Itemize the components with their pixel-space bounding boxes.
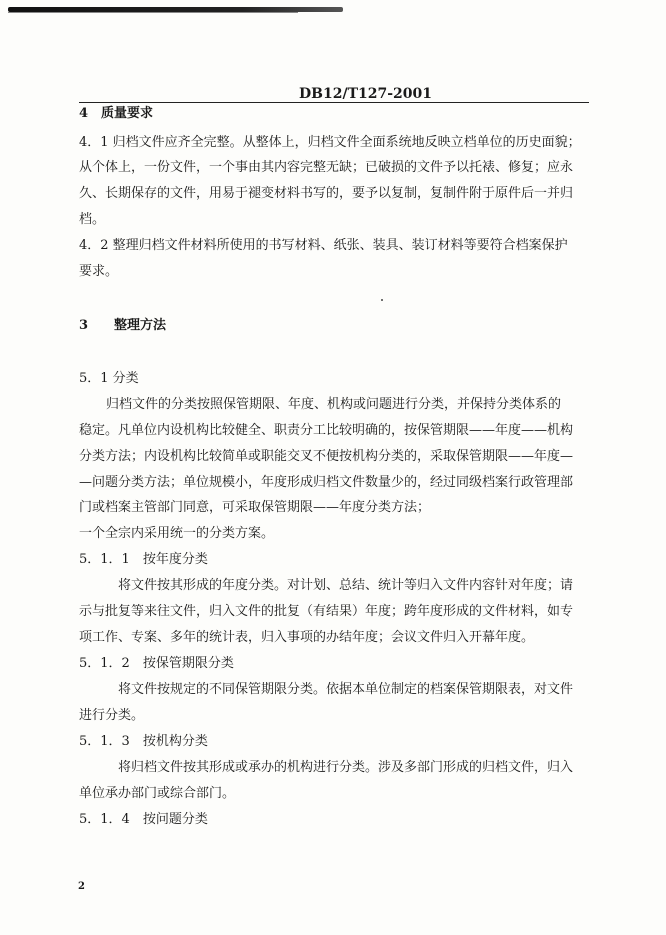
paragraph-line: 进行分类。 (79, 708, 145, 723)
document-code: DB12/T127-2001 (299, 86, 432, 102)
subsection-heading: 5．1．4 按问题分类 (79, 812, 208, 827)
paragraph-line: 将归档文件按其形成或承办的机构进行分类。涉及多部门形成的归档文件，归入 (118, 760, 574, 775)
paragraph-line: 归档文件的分类按照保管期限、年度、机构或问题进行分类，并保持分类体系的 (106, 397, 562, 412)
paragraph-line: 久、长期保存的文件，用易于褪变材料书写的，要予以复制，复制件附于原件后一并归 (79, 186, 574, 201)
subsection-heading: 5．1．3 按机构分类 (79, 734, 208, 749)
scan-speck (381, 299, 383, 301)
paragraph-line: 一个全宗内采用统一的分类方案。 (79, 526, 275, 541)
paragraph-line: 单位承办部门或综合部门。 (79, 786, 236, 801)
subsection-heading: 5．1 分类 (79, 371, 139, 386)
paragraph-line: 从个体上，一份文件，一个事由其内容完整无缺；已破损的文件予以托裱、修复；应永 (79, 160, 574, 175)
scan-artifact-line (8, 12, 298, 13)
paragraph-line: 将文件按规定的不同保管期限分类。依据本单位制定的档案保管期限表，对文件 (118, 682, 574, 697)
section-heading-method: 3 整理方法 (79, 318, 167, 333)
paragraph-line: 4．2 整理归档文件材料所使用的书写材料、纸张、装具、装订材料等要符合档案保护 (79, 238, 568, 253)
paragraph-line: 4．1 归档文件应齐全完整。从整体上，归档文件全面系统地反映立档单位的历史面貌； (79, 135, 581, 150)
paragraph-line: 项工作、专案、多年的统计表，归入事项的办结年度；会议文件归入开幕年度。 (79, 630, 535, 645)
subsection-heading: 5．1．1 按年度分类 (79, 552, 208, 567)
paragraph-line: 门或档案主管部门同意，可采取保管期限——年度分类方法； (79, 500, 431, 515)
page-number: 2 (78, 881, 85, 892)
paragraph-line: 要求。 (79, 264, 119, 279)
section-heading-quality: 4 质量要求 (79, 106, 154, 121)
subsection-heading: 5．1．2 按保管期限分类 (79, 656, 234, 671)
paragraph-line: 分类方法；内设机构比较简单或职能交叉不便按机构分类的，采取保管期限——年度— (79, 449, 574, 464)
paragraph-line: 稳定。凡单位内设机构比较健全、职责分工比较明确的，按保管期限——年度——机构 (79, 423, 574, 438)
paragraph-line: 示与批复等来往文件，归入文件的批复（有结果）年度；跨年度形成的文件材料，如专 (79, 604, 574, 619)
header-rule (79, 102, 589, 103)
paragraph-line: —问题分类方法；单位规模小，年度形成归档文件数量少的，经过同级档案行政管理部 (79, 475, 574, 490)
paragraph-line: 档。 (79, 212, 106, 227)
paragraph-line: 将文件按其形成的年度分类。对计划、总结、统计等归入文件内容针对年度；请 (118, 578, 574, 593)
